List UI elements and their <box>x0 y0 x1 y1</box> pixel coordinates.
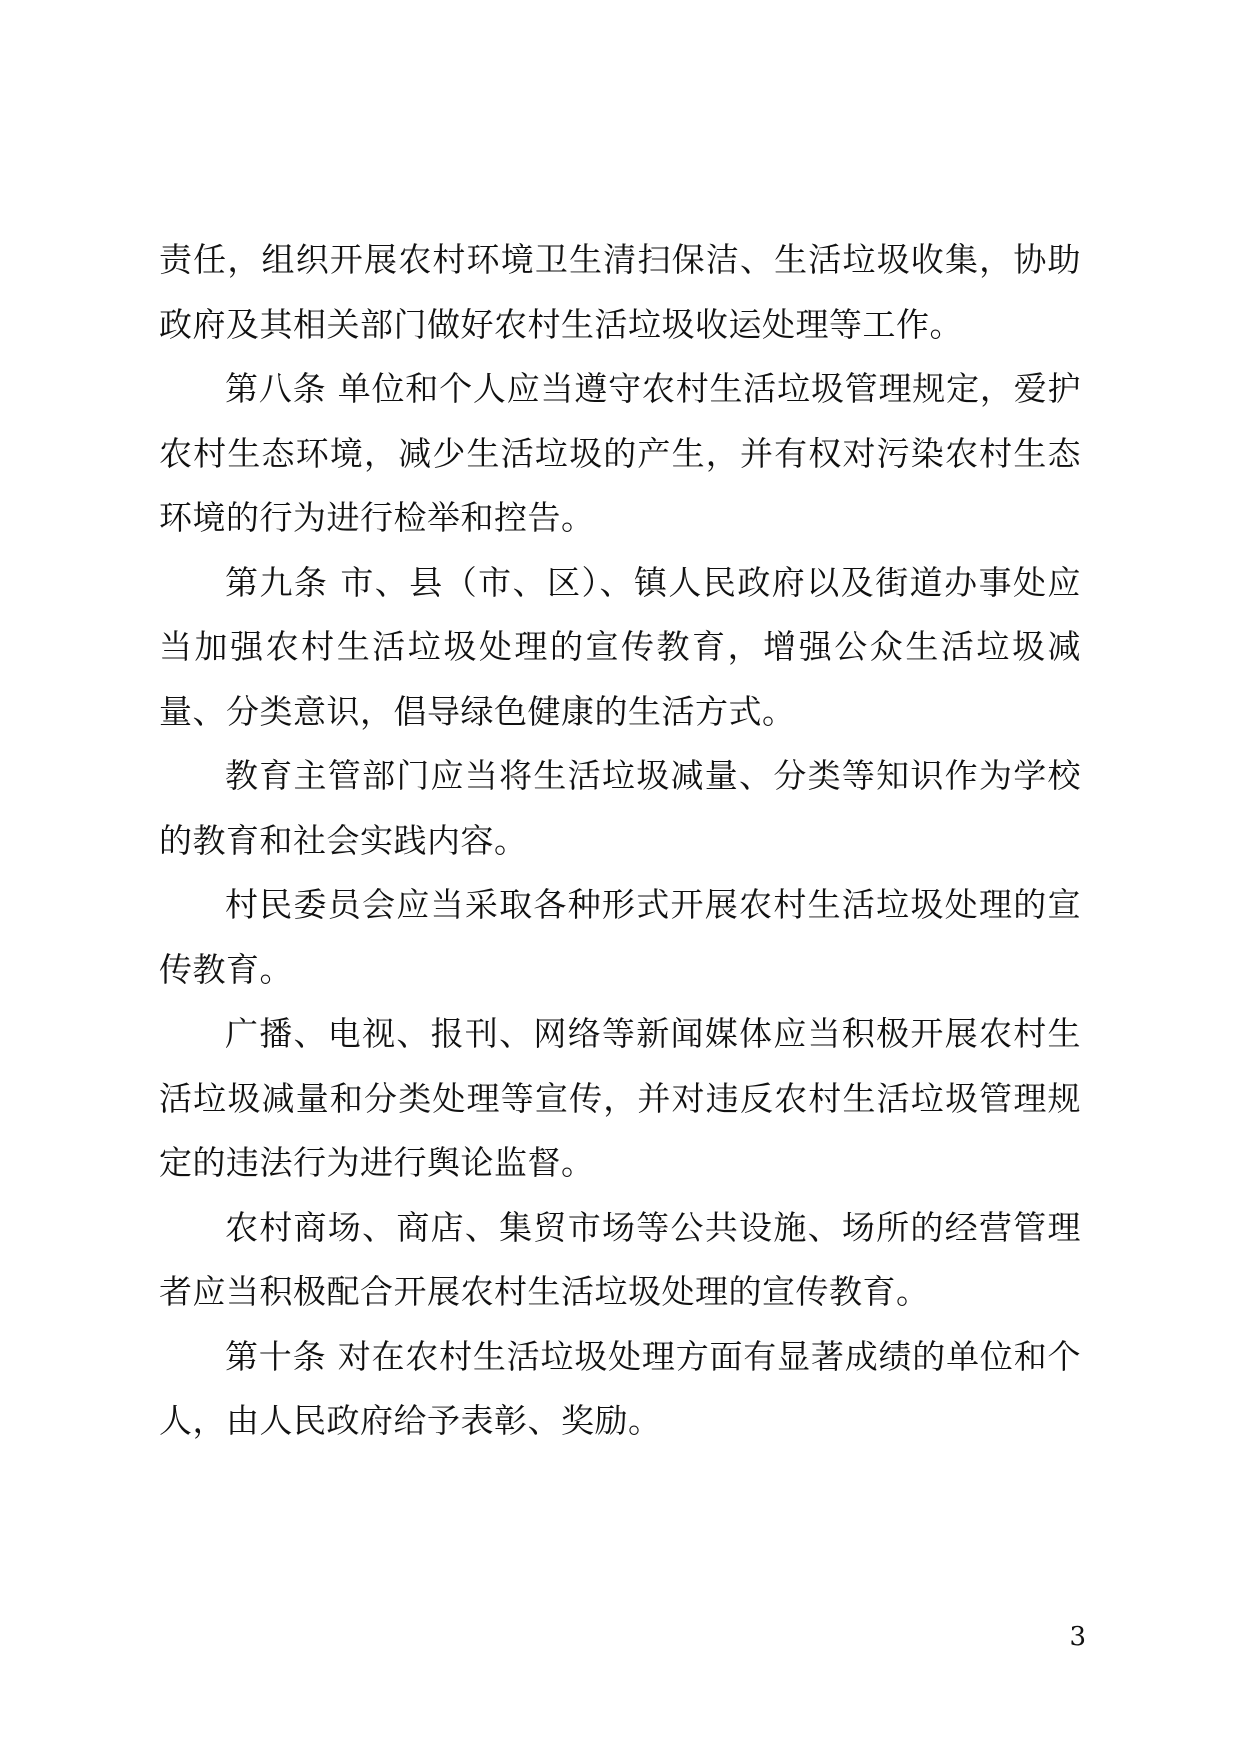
document-body <box>159 228 1081 1454</box>
paragraph-article-9: 第九条 市、县（市、区）、镇人民政府以及街道办事处应当加强农村生活垃圾处理的宣传教育，增强公众生活垃圾减量、分类意识，倡导绿色健康的生活方式。 <box>159 562 1081 731</box>
paragraph-media: 广播、电视、报刊、网络等新闻媒体应当积极开展农村生活垃圾减量和分类处理等宣传，并对违反农村生活垃圾管理规定的违法行为进行舆论监督。 <box>159 1014 1081 1182</box>
paragraph-markets: 农村商场、商店、集贸市场等公共设施、场所的经营管理者应当积极配合开展农村生活垃圾处理的宣传教育。 <box>159 1207 1081 1311</box>
paragraph-continuation: 责任，组织开展农村环境卫生清扫保洁、生活垃圾收集，协助政府及其相关部门做好农村生活垃圾收运处理等工作。 <box>159 240 1081 344</box>
page-number: 3 <box>1069 1622 1086 1652</box>
paragraph-education-dept: 教育主管部门应当将生活垃圾减量、分类等知识作为学校的教育和社会实践内容。 <box>159 756 1081 860</box>
paragraph-article-10: 第十条 对在农村生活垃圾处理方面有显著成绩的单位和个人，由人民政府给予表彰、奖励。 <box>159 1336 1081 1440</box>
paragraph-article-8: 第八条 单位和个人应当遵守农村生活垃圾管理规定，爱护农村生态环境，减少生活垃圾的产生，并有权对污染农村生态环境的行为进行检举和控告。 <box>159 369 1081 537</box>
paragraph-villagers-committee: 村民委员会应当采取各种形式开展农村生活垃圾处理的宣传教育。 <box>159 885 1081 989</box>
